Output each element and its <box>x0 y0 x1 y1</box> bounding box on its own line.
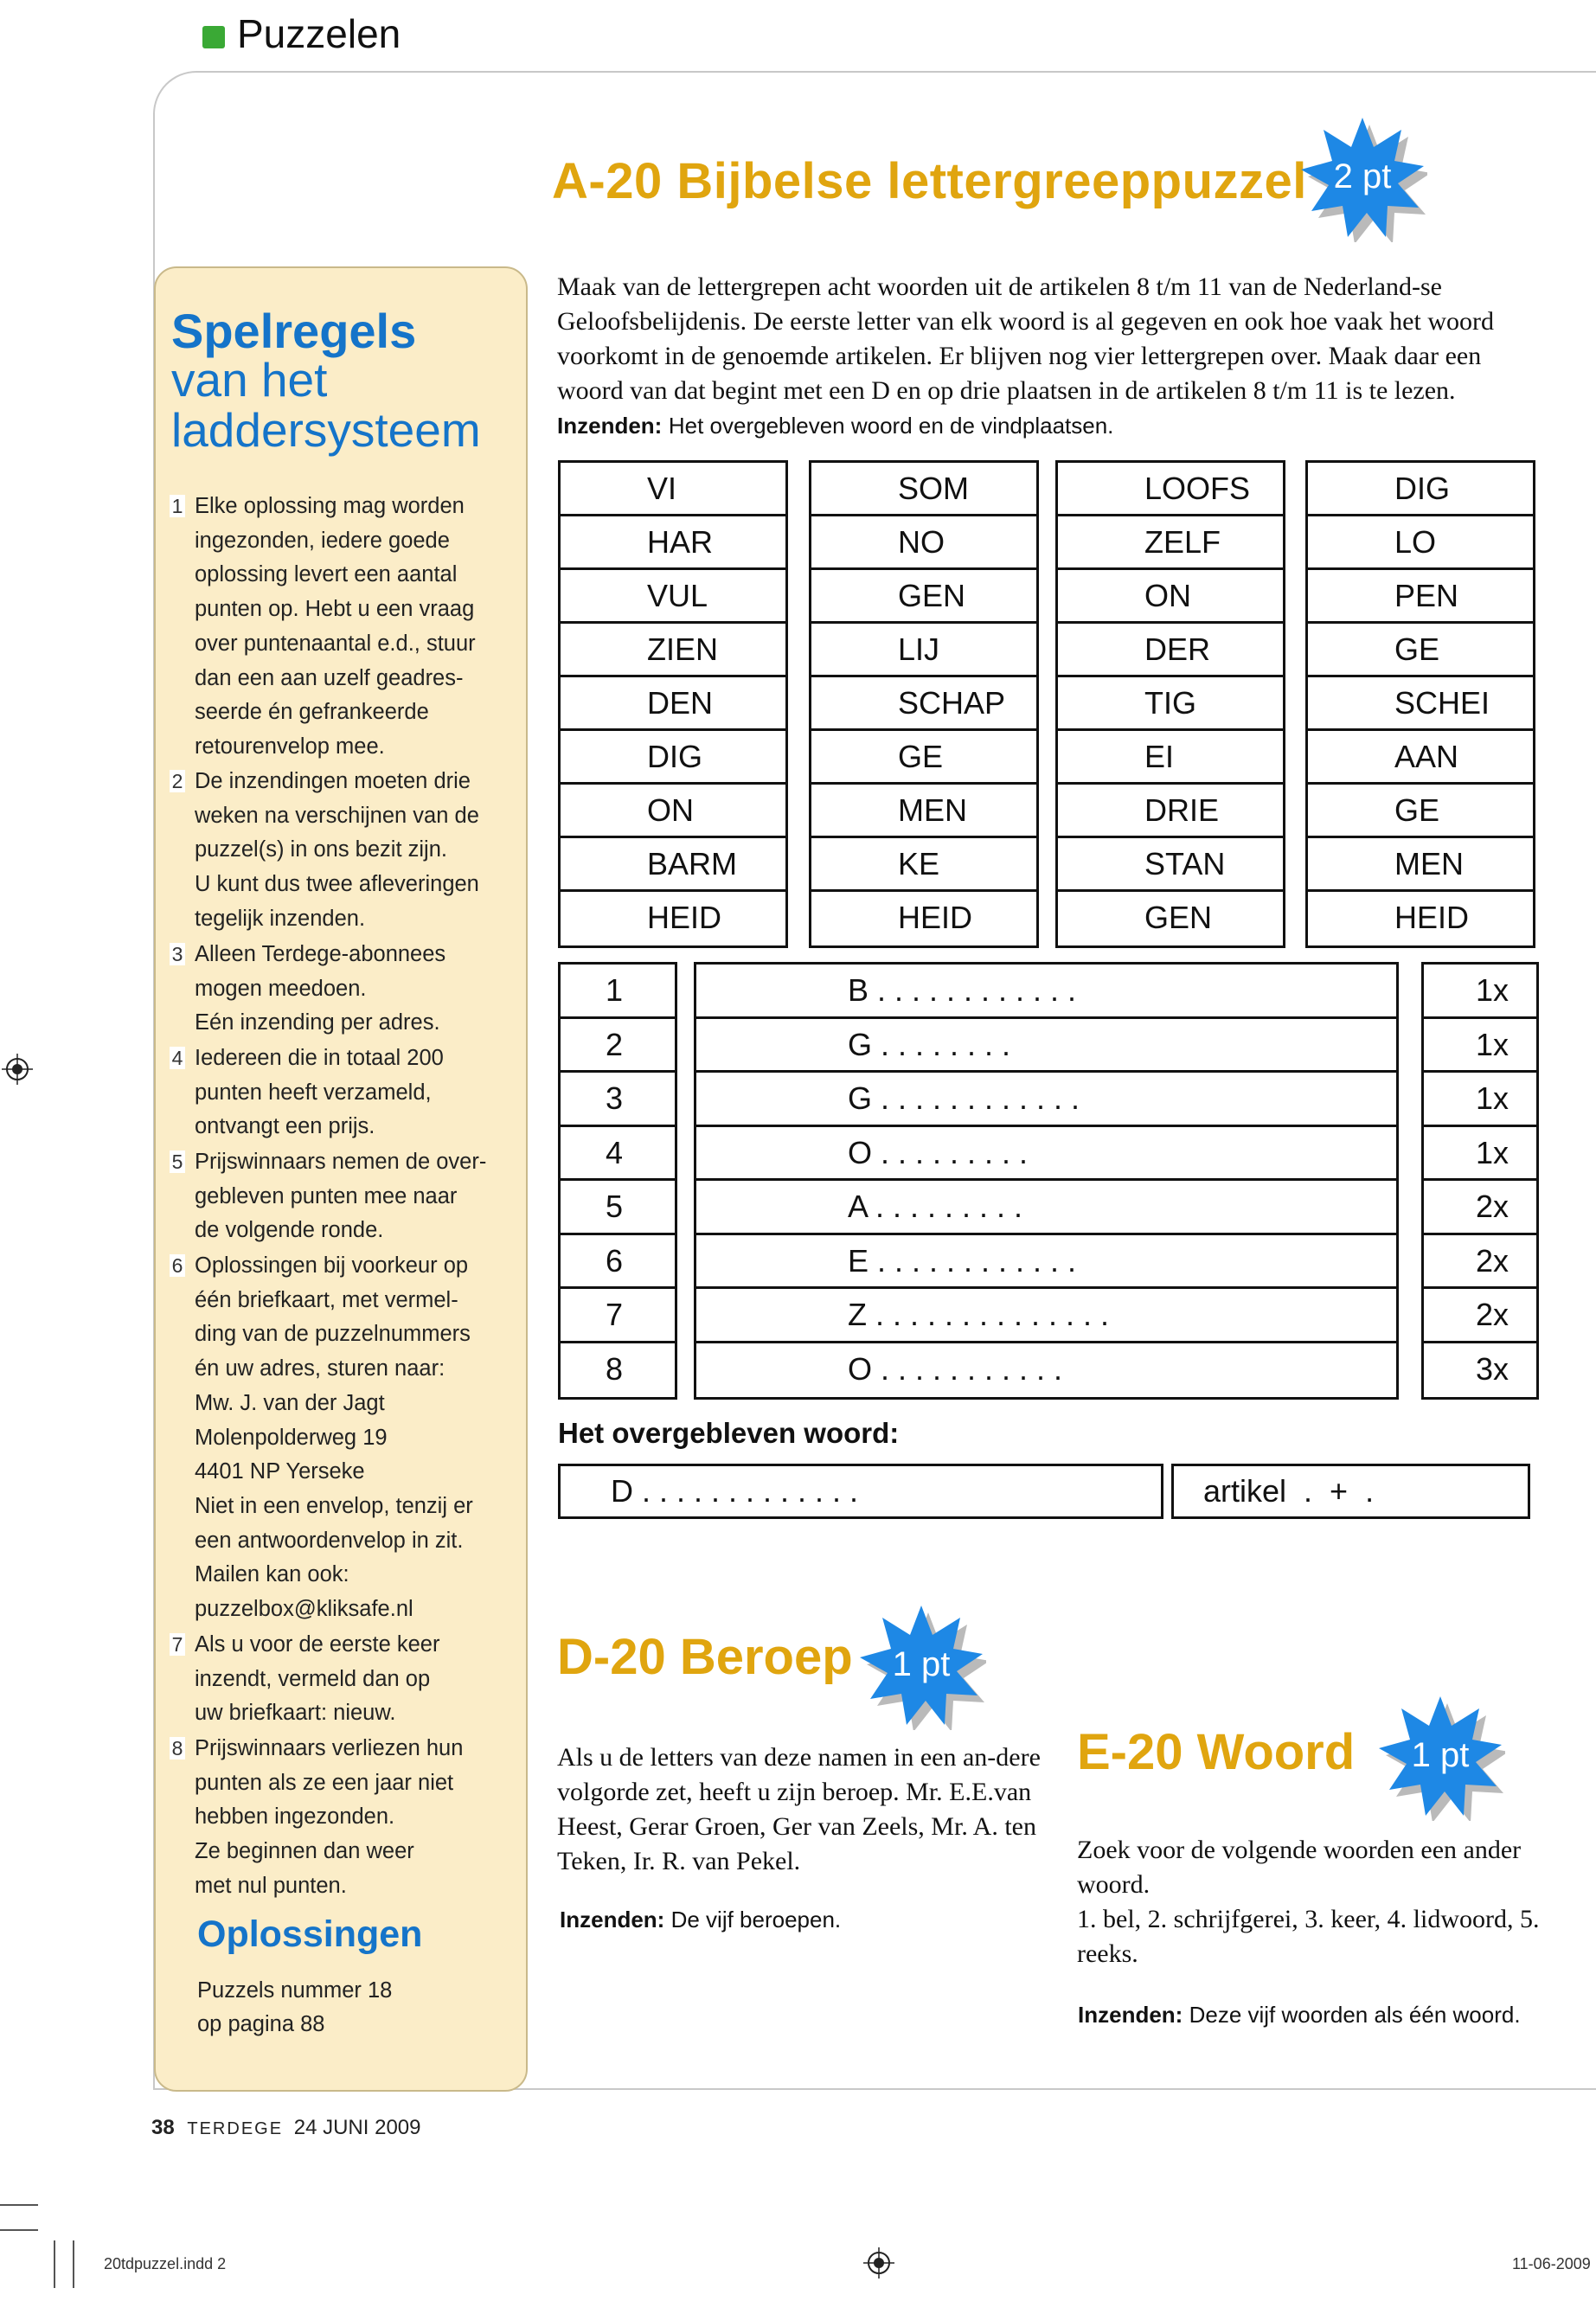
syllable-cell: VUL <box>561 570 785 624</box>
registration-mark-icon <box>2 1054 33 1085</box>
syllable-cell: HAR <box>561 516 785 570</box>
syllable-column <box>809 460 1039 948</box>
issue-date: 24 JUNI 2009 <box>293 2116 421 2139</box>
syllable-cell: HEID <box>898 900 973 935</box>
rule-text: Elke oplossing mag worden ingezonden, iedere goede oplossing levert een aantal punten op. Hebt u een vraag over puntenaantal e.d., stuur dan een aan uzelf geadres- seerde én gefrankeerde retourenvelop mee. <box>195 494 476 759</box>
syllable-cell: ZIEN <box>561 624 785 677</box>
rule-number: 6 <box>170 1254 185 1277</box>
puzzle-a20-title: A-20 Bijbelse lettergreeppuzzel <box>552 153 1307 209</box>
answer-word-field[interactable]: G . . . . . . . . . . . . <box>696 1073 1396 1127</box>
rule-number: 1 <box>170 495 185 517</box>
syllable-cell: MEN <box>811 785 1036 838</box>
syllable-cell: DEN <box>561 677 785 731</box>
syllable-cell: HEID <box>1394 900 1470 935</box>
solutions-text: Puzzels nummer 18 op pagina 88 <box>197 1978 393 2036</box>
syllable-column <box>558 460 788 948</box>
rule-number: 8 <box>170 1737 185 1759</box>
syllable-cell: PEN <box>1308 570 1533 624</box>
syllable-cell: EI <box>1058 731 1283 785</box>
syllable-cell: GE <box>1308 624 1533 677</box>
syllable-cell: KE <box>811 838 1036 892</box>
e20-intro-text: Zoek voor de volgende woorden een ander woord. <box>1077 1836 1522 1899</box>
answer-count: 2x <box>1424 1289 1536 1343</box>
submit-text: De vijf beroepen. <box>670 1907 842 1932</box>
syllable-column <box>1055 460 1285 948</box>
syllable-cell: STAN <box>1058 838 1283 892</box>
points-label: 1 pt <box>1411 1736 1470 1774</box>
syllable-cell: NO <box>811 516 1036 570</box>
submit-label: Inzenden: <box>1078 2002 1183 2028</box>
puzzle-d20-submit <box>560 1907 841 1933</box>
puzzle-e20-instructions <box>1077 1833 1570 1971</box>
sidebar-title: Spelregels <box>171 304 417 358</box>
syllable-cell: GE <box>811 731 1036 785</box>
answer-number: 1 <box>561 965 675 1019</box>
page-footer <box>151 2116 421 2140</box>
puzzle-d20-title: D-20 Beroep <box>557 1629 853 1685</box>
answer-word-field[interactable]: E . . . . . . . . . . . . <box>696 1235 1396 1290</box>
syllable-column <box>1305 460 1535 948</box>
syllable-cell: SOM <box>811 463 1036 516</box>
syllable-cell: ON <box>1058 570 1283 624</box>
rule-text: Alleen Terdege-abonnees mogen meedoen. Eén inzending per adres. <box>195 942 446 1035</box>
rule-number: 4 <box>170 1047 185 1069</box>
crop-mark <box>73 2240 74 2288</box>
syllable-cell: MEN <box>1308 838 1533 892</box>
syllable-cell: GEN <box>811 570 1036 624</box>
submit-text: Deze vijf woorden als één woord. <box>1189 2002 1521 2028</box>
print-slug-filename: 20tdpuzzel.indd 2 <box>104 2255 227 2272</box>
syllable-cell: DIG <box>561 731 785 785</box>
rule-text: De inzendingen moeten drie weken na verschijnen van de puzzel(s) in ons bezit zijn. U kunt dus twee afleveringen tegelijk inzenden. <box>195 769 479 931</box>
points-label: 1 pt <box>892 1645 951 1683</box>
answer-word-field[interactable]: O . . . . . . . . . <box>696 1127 1396 1182</box>
e20-word-list: 1. bel, 2. schrijfgerei, 3. keer, 4. lidwoord, 5. reeks. <box>1077 1905 1540 1968</box>
syllable-cell: DIG <box>1308 463 1533 516</box>
answer-number: 8 <box>606 1350 624 1387</box>
syllable-cell: ON <box>561 785 785 838</box>
crop-mark <box>54 2240 55 2288</box>
answer-count: 1x <box>1424 965 1536 1019</box>
section-label: Puzzelen <box>237 11 401 56</box>
answer-count: 2x <box>1424 1235 1536 1290</box>
answer-word-field[interactable]: Z . . . . . . . . . . . . . . <box>696 1289 1396 1343</box>
rule-number: 2 <box>170 770 185 792</box>
syllable-cell: GE <box>1308 785 1533 838</box>
syllable-cell: HEID <box>647 900 722 935</box>
answer-number: 4 <box>561 1127 675 1182</box>
answer-number: 2 <box>561 1019 675 1074</box>
answer-word-column <box>694 962 1399 1400</box>
registration-mark-icon <box>863 2247 894 2279</box>
submit-text: Het overgebleven woord en de vindplaatsen. <box>668 413 1114 439</box>
rule-text: Oplossingen bij voorkeur op één briefkaart, met vermel- ding van de puzzelnummers én uw adres, sturen naar: Mw. J. van der Jagt Molenpolderweg 19 4401 NP Yerseke Niet in een envelop, tenzij er een antwoordenvelop in zit. Mailen kan ook: puzzelbox@kliksafe.nl <box>195 1253 473 1622</box>
puzzle-a20-instructions <box>557 270 1526 443</box>
magazine-name: TERDEGE <box>187 2119 284 2138</box>
answer-word-field[interactable]: A . . . . . . . . . <box>696 1181 1396 1235</box>
syllable-cell: DRIE <box>1058 785 1283 838</box>
points-starburst-icon <box>1375 1691 1505 1821</box>
points-starburst-icon <box>1298 112 1427 242</box>
answer-count: 1x <box>1424 1073 1536 1127</box>
answer-number: 7 <box>561 1289 675 1343</box>
rule-text: Als u voor de eerste keer inzendt, vermeld dan op uw briefkaart: nieuw. <box>195 1632 440 1726</box>
answer-count: 2x <box>1424 1181 1536 1235</box>
syllable-cell: AAN <box>1308 731 1533 785</box>
section-marker-icon <box>202 26 225 48</box>
answer-count-column <box>1421 962 1539 1400</box>
answer-count: 3x <box>1475 1350 1509 1387</box>
answer-number: 3 <box>561 1073 675 1127</box>
crop-mark <box>0 2204 38 2206</box>
puzzle-e20-submit <box>1078 2002 1521 2029</box>
syllable-cell: TIG <box>1058 677 1283 731</box>
sidebar-subtitle: van het laddersysteem <box>171 353 481 457</box>
rule-text: Prijswinnaars nemen de over- gebleven punten mee naar de volgende ronde. <box>195 1150 487 1243</box>
answer-word-field[interactable]: G . . . . . . . . <box>696 1019 1396 1074</box>
answer-count: 1x <box>1424 1127 1536 1182</box>
rule-text: Prijswinnaars verliezen hun punten als ze een jaar niet hebben ingezonden. Ze beginnen dan weer met nul punten. <box>195 1736 464 1898</box>
crop-mark <box>0 2229 38 2231</box>
syllable-cell: LOOFS <box>1058 463 1283 516</box>
answer-number-column <box>558 962 677 1400</box>
rule-number: 5 <box>170 1150 185 1173</box>
rule-number: 7 <box>170 1633 185 1656</box>
rule-text: Iedereen die in totaal 200 punten heeft verzameld, ontvangt een prijs. <box>195 1046 444 1139</box>
syllable-cell: DER <box>1058 624 1283 677</box>
points-label: 2 pt <box>1333 157 1392 195</box>
submit-label: Inzenden: <box>560 1907 665 1932</box>
answer-word-field[interactable]: B . . . . . . . . . . . . <box>696 965 1396 1019</box>
solutions-title: Oplossingen <box>197 1913 423 1955</box>
answer-word-field[interactable]: O . . . . . . . . . . . <box>848 1350 1063 1387</box>
puzzle-d20-instructions: Als u de letters van deze namen in een an-dere volgorde zet, heeft u zijn beroep. Mr. E.E.van Heest, Gerar Groen, Ger van Zeels, Mr. A. ten Teken, Ir. R. van Pekel. <box>557 1743 1041 1875</box>
answer-number: 6 <box>561 1235 675 1290</box>
syllable-cell: GEN <box>1144 900 1213 935</box>
leftover-word-field[interactable]: D . . . . . . . . . . . . . <box>558 1464 1163 1519</box>
syllable-cell: SCHEI <box>1308 677 1533 731</box>
syllable-cell: BARM <box>561 838 785 892</box>
rule-number: 3 <box>170 943 185 965</box>
leftover-word-label: Het overgebleven woord: <box>558 1417 900 1449</box>
answer-count: 1x <box>1424 1019 1536 1074</box>
article-reference-field[interactable]: artikel . + . <box>1171 1464 1530 1519</box>
puzzle-e20-title: E-20 Woord <box>1077 1724 1356 1780</box>
syllable-cell: VI <box>561 463 785 516</box>
print-slug-date: 11-06-2009 <box>1512 2255 1591 2272</box>
page-number: 38 <box>151 2116 175 2139</box>
syllable-cell: LO <box>1308 516 1533 570</box>
syllable-cell: ZELF <box>1058 516 1283 570</box>
answer-number: 5 <box>561 1181 675 1235</box>
instructions-text: Maak van de lettergrepen acht woorden uit de artikelen 8 t/m 11 van de Nederland-se Geloofsbelijdenis. De eerste letter van elk woord is al gegeven en ook hoe vaak het woord voorkomt in de genoemde artikelen. Er blijven nog vier lettergrepen over. Maak daar een woord van dat begint met een D en op drie plaatsen in de artikelen 8 t/m 11 is te lezen. <box>557 272 1494 405</box>
syllable-cell: SCHAP <box>811 677 1036 731</box>
points-starburst-icon <box>856 1600 986 1730</box>
syllable-cell: LIJ <box>811 624 1036 677</box>
submit-label: Inzenden: <box>557 413 663 439</box>
